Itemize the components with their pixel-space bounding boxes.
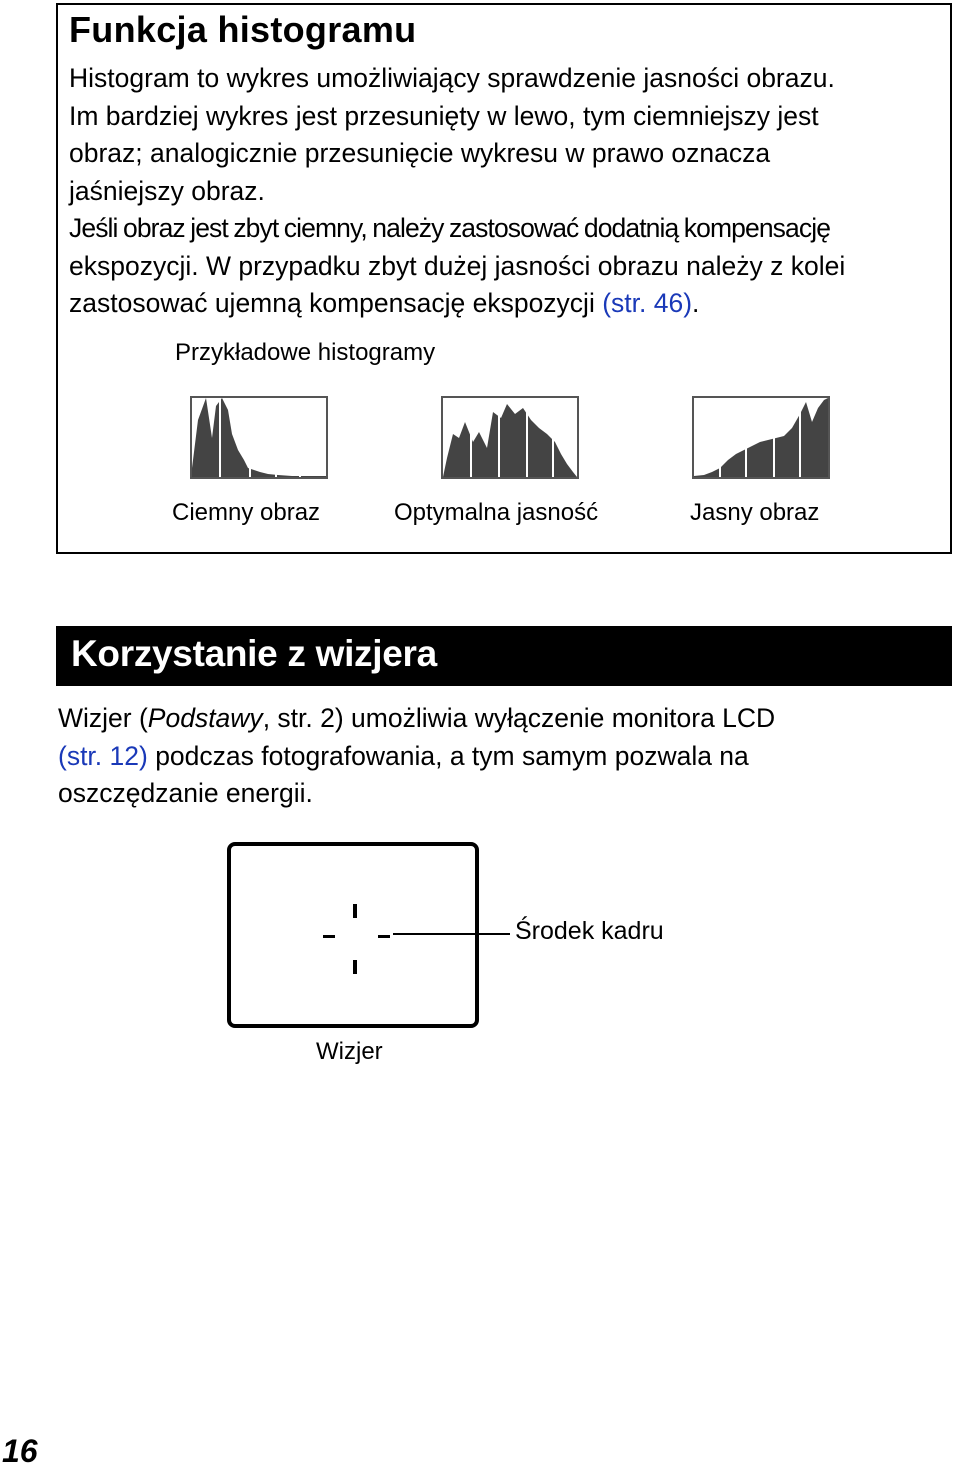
viewfinder-description <box>58 700 948 813</box>
box-description <box>69 60 949 323</box>
body-text: podczas fotografowania, a tym samym pozwala na <box>147 740 749 771</box>
frame-center-label: Środek kadru <box>515 917 664 945</box>
optimal-histogram-label: Optymalna jasność <box>394 499 599 526</box>
dark-histogram-label: Ciemny obraz <box>172 499 321 526</box>
center-mark-right <box>378 935 390 938</box>
body-text: , str. 2) umożliwia wyłączenie monitora LCD <box>262 703 776 733</box>
body-text-italic: Podstawy <box>147 703 263 733</box>
center-mark-left <box>323 935 335 938</box>
box-line: Jeśli obraz jest zbyt ciemny, należy zastosować dodatnią kompensację <box>69 213 831 243</box>
bright-histogram-label: Jasny obraz <box>690 499 820 526</box>
bright-histogram-icon <box>692 396 830 479</box>
dark-histogram-icon <box>190 396 328 479</box>
viewfinder-frame <box>227 842 479 1028</box>
page-reference-link[interactable]: (str. 12) <box>58 740 148 771</box>
page-reference-link[interactable]: (str. 46) <box>602 288 693 318</box>
body-text: Wizjer ( <box>58 703 148 733</box>
optimal-histogram-icon <box>441 396 579 479</box>
box-line: zastosować ujemną kompensację ekspozycji <box>69 288 603 318</box>
box-line: ekspozycji. W przypadku zbyt dużej jasności obrazu należy z kolei <box>69 250 846 281</box>
box-line: obraz; analogicznie przesunięcie wykresu w prawo oznacza <box>69 138 771 168</box>
center-mark-top <box>353 904 357 918</box>
body-text: oszczędzanie energii. <box>58 778 313 808</box>
section-header-bar <box>56 626 952 686</box>
histogram-info-box <box>56 3 952 554</box>
box-line: jaśniejszy obraz. <box>69 175 265 206</box>
viewfinder-caption: Wizjer <box>316 1038 383 1065</box>
box-line-end: . <box>692 288 700 318</box>
page-number: 16 <box>2 1433 38 1469</box>
box-title: Funkcja histogramu <box>69 9 417 50</box>
callout-leader-line <box>393 933 510 935</box>
center-mark-bottom <box>353 960 357 974</box>
box-line: Histogram to wykres umożliwiający sprawdzenie jasności obrazu. <box>69 63 835 93</box>
examples-caption: Przykładowe histogramy <box>175 339 436 366</box>
section-title: Korzystanie z wizjera <box>71 633 437 674</box>
box-line: Im bardziej wykres jest przesunięty w lewo, tym ciemniejszy jest <box>69 100 819 131</box>
